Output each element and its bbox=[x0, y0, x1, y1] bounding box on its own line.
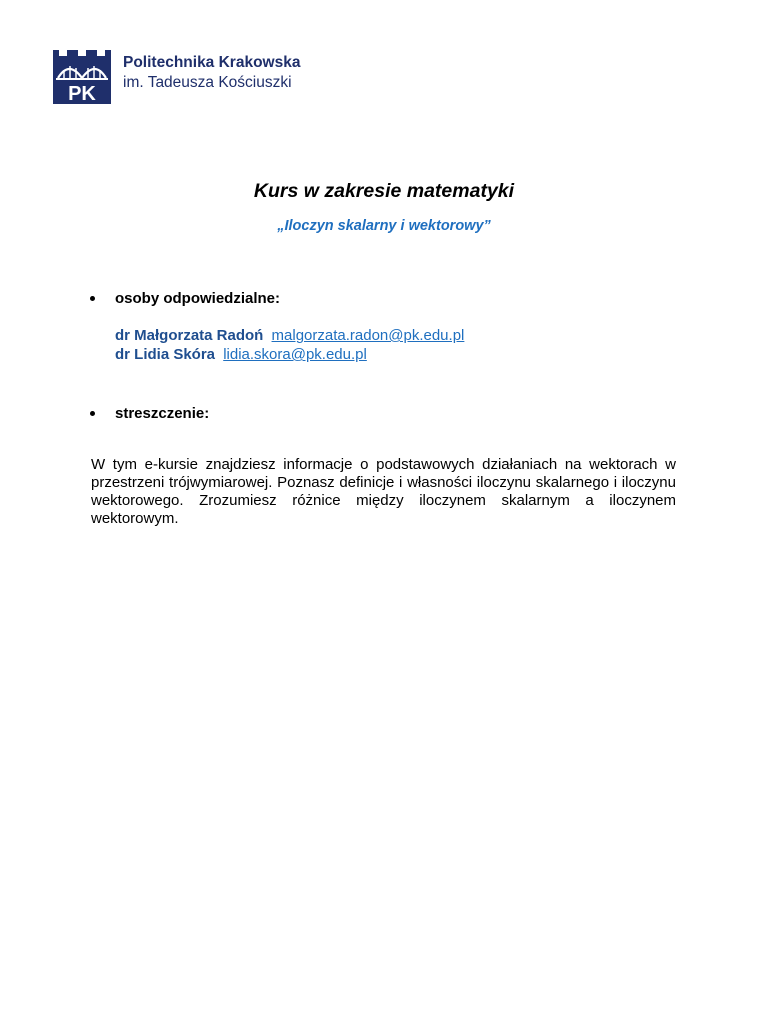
person-email-link[interactable]: malgorzata.radon@pk.edu.pl bbox=[271, 327, 465, 344]
pk-logo-icon bbox=[53, 50, 111, 104]
university-logo bbox=[53, 50, 343, 104]
person-row bbox=[115, 327, 464, 344]
person-name: dr Małgorzata Radoń bbox=[115, 327, 264, 344]
university-patron: im. Tadeusza Kościuszki bbox=[123, 74, 292, 91]
page-title: Kurs w zakresie matematyki bbox=[253, 180, 515, 202]
university-name: Politechnika Krakowska bbox=[123, 54, 301, 71]
person-name: dr Lidia Skóra bbox=[115, 346, 216, 363]
summary-label: streszczenie: bbox=[115, 405, 210, 422]
responsible-label: osoby odpowiedzialne: bbox=[115, 290, 281, 307]
bullet-icon bbox=[90, 411, 95, 416]
bullet-icon bbox=[90, 296, 95, 301]
person-email-link[interactable]: lidia.skora@pk.edu.pl bbox=[223, 346, 367, 363]
logo-mark-text: PK bbox=[68, 83, 96, 104]
person-row bbox=[115, 346, 367, 363]
page-subtitle: „Iloczyn skalarny i wektorowy” bbox=[277, 218, 491, 234]
summary-paragraph: W tym e-kursie znajdziesz informacje o podstawowych działaniach na wektorach w przestrzeni trójwymiarowej. Poznasz definicje i własności iloczynu skalarnego i iloczynu wektorowego. Zrozumiesz różnice między iloczynem skalarnym a iloczynem wektorowym. bbox=[91, 456, 676, 527]
